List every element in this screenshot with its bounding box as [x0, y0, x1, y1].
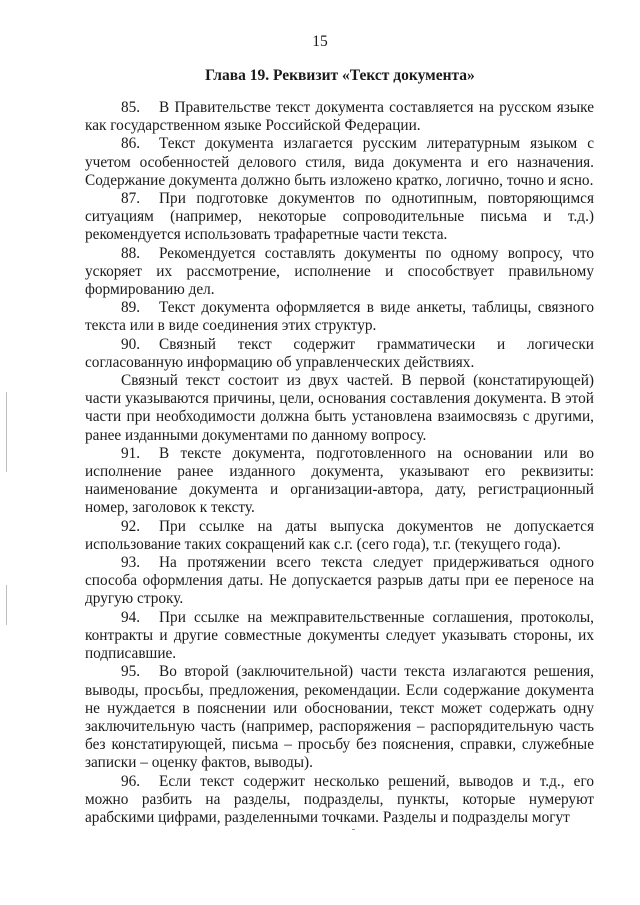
paragraph-85: [85, 99, 594, 135]
paragraph-88: [85, 245, 594, 300]
paragraph-text: На протяжении всего текста следует придерживаться одного способа оформления даты. Не допускается разрыв даты при ее переносе на другую строку.: [85, 554, 594, 608]
paragraph-90: [85, 336, 594, 372]
paragraph-95: [85, 663, 594, 772]
paragraph-number: 90.: [121, 335, 141, 353]
paragraph-text: При ссылке на даты выпуска документов не допускается использование таких сокращений как с.г. (сего года), т.г. (текущего года).: [85, 517, 594, 553]
paragraph-number: 96.: [121, 772, 141, 790]
paragraph-91: [85, 445, 594, 518]
paragraph-text: Текст документа оформляется в виде анкеты, таблицы, связного текста или в виде соединения этих структур.: [85, 299, 594, 335]
paragraph-number: 92.: [121, 517, 141, 535]
paragraph-text: Связный текст содержит грамматически и логически согласованную информацию об управленческих действиях.: [85, 335, 594, 371]
paragraph-text: Рекомендуется составлять документы по одному вопросу, что ускоряет их рассмотрение, исполнение и способствует правильному формированию дел.: [85, 244, 594, 299]
paragraph-text: При ссылке на межправительственные соглашения, протоколы, контракты и другие совместные документы следует указывать стороны, их подписавшие.: [85, 608, 594, 663]
paragraph-87: [85, 190, 594, 245]
paragraph-number: 91.: [121, 444, 141, 462]
paragraph-text: Во второй (заключительной) части текста излагаются решения, выводы, просьбы, предложения, рекомендации. Если содержание документа не нуждается в пояснении или обосновании, текст может содержать одну заключительную часть (например, распоряжения – распорядительную часть без констатирующей, письма – просьбу без пояснения, справки, служебные записки – оценку фактов, выводы).: [85, 663, 594, 772]
scan-speck: [352, 829, 355, 830]
scan-margin-mark: [6, 392, 7, 472]
paragraph-90-continued: [85, 372, 594, 445]
paragraph-number: 86.: [121, 135, 141, 153]
paragraph-94: [85, 609, 594, 664]
paragraph-number: 89.: [121, 299, 141, 317]
paragraph-86: [85, 135, 594, 190]
paragraph-text: В Правительстве текст документа составляется на русском языке как государственном языке Российской Федерации.: [85, 99, 594, 135]
paragraph-text: Текст документа излагается русским литературным языком с учетом особенностей делового стиля, вида документа и его назначения. Содержание документа должно быть изложено кратко, логично, точно и ясно.: [85, 135, 594, 189]
paragraph-93: [85, 554, 594, 609]
chapter-title: Глава 19. Реквизит «Текст документа»: [205, 67, 475, 84]
scan-margin-mark: [6, 585, 7, 625]
paragraph-number: 88.: [121, 244, 141, 262]
paragraph-number: 94.: [121, 608, 141, 626]
paragraph-number: 85.: [121, 99, 141, 116]
document-body: [85, 99, 594, 827]
paragraph-number: 93.: [121, 554, 141, 572]
paragraph-text: При подготовке документов по однотипным, повторяющимся ситуациям (например, некоторые сопроводительные письма и т.д.) рекомендуется использовать трафаретные части текста.: [85, 190, 594, 244]
paragraph-92: [85, 518, 594, 554]
paragraph-text: Если текст содержит несколько решений, выводов и т.д., его можно разбить на разделы, подразделы, пункты, которые нумеруют арабскими цифрами, разделенными точками. Разделы и подразделы могут: [85, 772, 594, 826]
paragraph-text: В тексте документа, подготовленного на основании или во исполнение ранее изданного документа, указывают его реквизиты: наименование документа и организации-автора, дату, регистрационный номер, заголовок к тексту.: [85, 444, 594, 517]
paragraph-number: 95.: [121, 663, 141, 681]
paragraph-number: 87.: [121, 190, 141, 208]
paragraph-96: [85, 773, 594, 828]
paragraph-89: [85, 299, 594, 335]
paragraph-text: Связный текст состоит из двух частей. В первой (констатирующей) части указываются причины, цели, основания составления документа. В этой части при необходимости должна быть установлена взаимосвязь с другими, ранее изданными документами по данному вопросу.: [85, 372, 594, 444]
page-number: 15: [312, 33, 328, 50]
